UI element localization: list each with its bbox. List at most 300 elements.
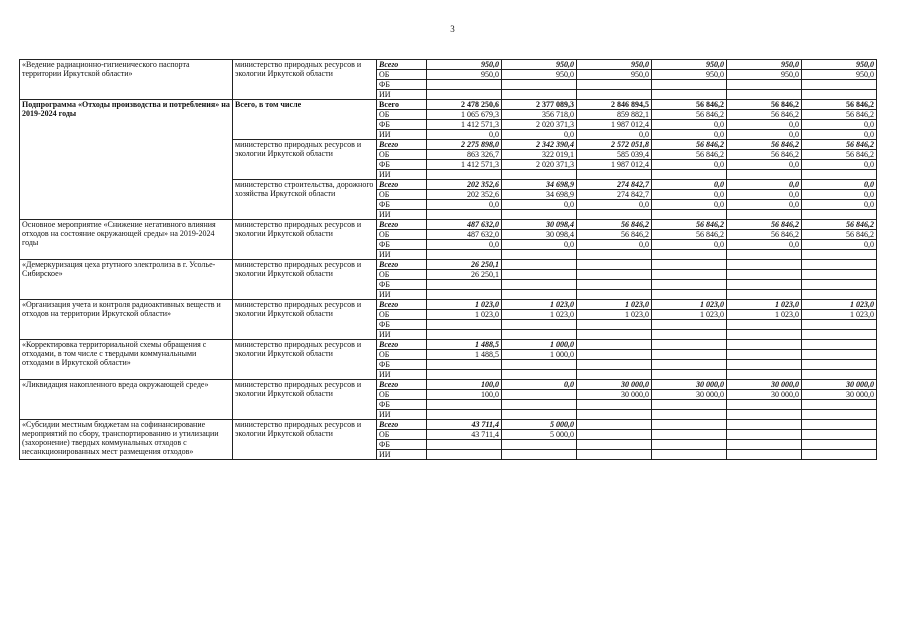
amount-cell: 30 098,4 [502,230,577,240]
amount-cell [577,340,652,350]
amount-cell: 0,0 [727,160,802,170]
amount-cell [727,280,802,290]
amount-cell [502,270,577,280]
table-row [20,340,877,350]
amount-cell [502,330,577,340]
amount-cell: 585 039,4 [577,150,652,160]
amount-cell [802,90,877,100]
amount-cell: 56 846,2 [577,220,652,230]
table-row [20,260,877,270]
amount-cell: 950,0 [577,60,652,70]
amount-cell [502,390,577,400]
amount-cell [727,290,802,300]
amount-cell: 202 352,6 [427,180,502,190]
amount-cell [802,420,877,430]
amount-cell [727,330,802,340]
funding-source-cell: ИИ [377,410,427,420]
amount-cell [802,450,877,460]
amount-cell: 0,0 [802,130,877,140]
amount-cell: 2 275 898,0 [427,140,502,150]
page-number: 3 [450,24,455,34]
amount-cell: 0,0 [427,240,502,250]
amount-cell: 950,0 [502,70,577,80]
amount-cell: 487 632,0 [427,230,502,240]
funding-source-cell: Всего [377,420,427,430]
funding-source-cell: Всего [377,180,427,190]
amount-cell: 0,0 [652,180,727,190]
amount-cell [652,290,727,300]
executor-cell: министерство природных ресурсов и экологии Иркутской области [233,420,377,460]
funding-source-cell: ИИ [377,250,427,260]
amount-cell [802,330,877,340]
amount-cell: 0,0 [577,200,652,210]
amount-cell: 950,0 [652,60,727,70]
amount-cell: 26 250,1 [427,270,502,280]
amount-cell: 0,0 [727,200,802,210]
amount-cell [577,250,652,260]
amount-cell [427,320,502,330]
amount-cell [502,410,577,420]
amount-cell: 5 000,0 [502,430,577,440]
funding-source-cell: ИИ [377,450,427,460]
amount-cell [727,420,802,430]
amount-cell: 322 019,1 [502,150,577,160]
amount-cell [502,260,577,270]
amount-cell [652,430,727,440]
amount-cell [577,90,652,100]
amount-cell [427,450,502,460]
amount-cell: 2 342 390,4 [502,140,577,150]
amount-cell [577,450,652,460]
amount-cell: 2 020 371,3 [502,160,577,170]
amount-cell [502,280,577,290]
amount-cell [577,440,652,450]
amount-cell: 950,0 [577,70,652,80]
amount-cell: 0,0 [427,130,502,140]
amount-cell: 0,0 [652,160,727,170]
amount-cell: 56 846,2 [727,230,802,240]
amount-cell: 56 846,2 [652,230,727,240]
funding-source-cell: Всего [377,60,427,70]
funding-source-cell: ФБ [377,360,427,370]
amount-cell: 863 326,7 [427,150,502,160]
executor-cell: министерство природных ресурсов и экологии Иркутской области [233,340,377,380]
program-name-cell: «Корректировка территориальной схемы обращения с отходами, в том числе с твердыми коммунальными отходами в Иркутской области» [20,340,233,380]
amount-cell: 30 000,0 [727,390,802,400]
budget-table [19,59,877,460]
amount-cell: 100,0 [427,390,502,400]
executor-cell: министерство природных ресурсов и экологии Иркутской области [233,260,377,300]
funding-source-cell: ОБ [377,150,427,160]
amount-cell: 1 023,0 [427,310,502,320]
amount-cell: 0,0 [502,130,577,140]
amount-cell [652,90,727,100]
amount-cell [802,430,877,440]
amount-cell [577,410,652,420]
amount-cell: 56 846,2 [652,220,727,230]
amount-cell: 1 023,0 [802,310,877,320]
amount-cell: 0,0 [802,120,877,130]
funding-source-cell: ИИ [377,170,427,180]
amount-cell [652,80,727,90]
amount-cell: 202 352,6 [427,190,502,200]
funding-source-cell: ИИ [377,90,427,100]
amount-cell: 56 846,2 [802,110,877,120]
amount-cell [502,80,577,90]
amount-cell [652,250,727,260]
amount-cell [427,90,502,100]
amount-cell [727,270,802,280]
amount-cell: 56 846,2 [727,220,802,230]
amount-cell: 0,0 [802,240,877,250]
funding-source-cell: ФБ [377,200,427,210]
amount-cell: 56 846,2 [802,230,877,240]
amount-cell [652,260,727,270]
amount-cell: 30 000,0 [727,380,802,390]
amount-cell [652,340,727,350]
executor-cell: министерство природных ресурсов и экологии Иркутской области [233,140,377,180]
amount-cell [427,440,502,450]
table-row [20,100,877,110]
amount-cell: 5 000,0 [502,420,577,430]
amount-cell [802,290,877,300]
amount-cell [802,410,877,420]
funding-source-cell: ОБ [377,270,427,280]
funding-source-cell: ИИ [377,130,427,140]
program-name-cell: «Организация учета и контроля радиоактивных веществ и отходов на территории Иркутской области» [20,300,233,340]
amount-cell [427,330,502,340]
amount-cell [802,280,877,290]
amount-cell: 1 000,0 [502,340,577,350]
amount-cell: 274 842,7 [577,190,652,200]
amount-cell [427,280,502,290]
funding-source-cell: ФБ [377,160,427,170]
amount-cell: 1 023,0 [427,300,502,310]
funding-source-cell: Всего [377,300,427,310]
funding-source-cell: ОБ [377,430,427,440]
program-name-cell: Основное мероприятие «Снижение негативного влияния отходов на состояние окружающей среды» на 2019-2024 годы [20,220,233,260]
executor-cell: министерство природных ресурсов и экологии Иркутской области [233,380,377,420]
amount-cell [727,400,802,410]
amount-cell [652,350,727,360]
executor-cell: министерство природных ресурсов и экологии Иркутской области [233,220,377,260]
funding-source-cell: ОБ [377,310,427,320]
amount-cell [427,400,502,410]
amount-cell: 2 846 894,5 [577,100,652,110]
amount-cell: 950,0 [427,70,502,80]
amount-cell: 56 846,2 [727,150,802,160]
funding-source-cell: ИИ [377,330,427,340]
amount-cell [802,400,877,410]
amount-cell [727,210,802,220]
amount-cell [652,420,727,430]
funding-source-cell: ОБ [377,190,427,200]
funding-source-cell: ИИ [377,290,427,300]
amount-cell [577,210,652,220]
amount-cell [577,320,652,330]
amount-cell [802,320,877,330]
amount-cell: 1 023,0 [727,300,802,310]
amount-cell [802,370,877,380]
amount-cell: 950,0 [502,60,577,70]
amount-cell: 0,0 [502,240,577,250]
amount-cell [652,370,727,380]
amount-cell: 30 000,0 [577,380,652,390]
amount-cell: 0,0 [652,240,727,250]
amount-cell [577,80,652,90]
amount-cell: 0,0 [727,130,802,140]
amount-cell [652,170,727,180]
amount-cell [802,250,877,260]
amount-cell [802,80,877,90]
amount-cell: 30 000,0 [802,390,877,400]
funding-source-cell: ОБ [377,390,427,400]
amount-cell: 56 846,2 [652,100,727,110]
amount-cell [802,170,877,180]
amount-cell [427,410,502,420]
amount-cell [802,210,877,220]
table-row [20,300,877,310]
amount-cell: 1 023,0 [502,310,577,320]
amount-cell [502,290,577,300]
amount-cell: 56 846,2 [802,140,877,150]
amount-cell [652,410,727,420]
amount-cell [577,260,652,270]
amount-cell: 0,0 [802,180,877,190]
amount-cell [502,170,577,180]
program-name-cell: «Ликвидация накопленного вреда окружающей среде» [20,380,233,420]
amount-cell [727,80,802,90]
amount-cell: 274 842,7 [577,180,652,190]
amount-cell [727,430,802,440]
amount-cell: 0,0 [502,380,577,390]
amount-cell: 0,0 [652,190,727,200]
amount-cell [802,260,877,270]
amount-cell: 950,0 [727,60,802,70]
amount-cell [727,90,802,100]
amount-cell [577,430,652,440]
table-row [20,220,877,230]
amount-cell [502,440,577,450]
amount-cell: 1 412 571,3 [427,120,502,130]
amount-cell [502,360,577,370]
amount-cell: 1 023,0 [577,310,652,320]
funding-source-cell: ФБ [377,320,427,330]
amount-cell: 356 718,0 [502,110,577,120]
amount-cell: 30 000,0 [577,390,652,400]
amount-cell [802,340,877,350]
amount-cell: 1 023,0 [577,300,652,310]
amount-cell: 950,0 [652,70,727,80]
amount-cell [502,250,577,260]
amount-cell [727,410,802,420]
amount-cell: 56 846,2 [727,110,802,120]
amount-cell: 0,0 [802,190,877,200]
amount-cell: 0,0 [802,200,877,210]
amount-cell: 0,0 [652,200,727,210]
amount-cell: 56 846,2 [577,230,652,240]
program-name-cell: Подпрограмма «Отходы производства и потребления» на 2019-2024 годы [20,100,233,220]
amount-cell: 1 412 571,3 [427,160,502,170]
amount-cell [427,250,502,260]
amount-cell: 34 698,9 [502,190,577,200]
amount-cell [427,360,502,370]
amount-cell: 0,0 [727,190,802,200]
amount-cell [802,360,877,370]
program-name-cell: «Ведение радиационно-гигиенического паспорта территории Иркутской области» [20,60,233,100]
amount-cell: 2 020 371,3 [502,120,577,130]
amount-cell [802,440,877,450]
amount-cell [652,440,727,450]
amount-cell [727,170,802,180]
amount-cell: 2 478 250,6 [427,100,502,110]
amount-cell: 950,0 [727,70,802,80]
amount-cell [577,290,652,300]
amount-cell: 2 572 051,8 [577,140,652,150]
amount-cell [727,320,802,330]
funding-source-cell: ОБ [377,70,427,80]
amount-cell [577,330,652,340]
amount-cell: 950,0 [802,70,877,80]
amount-cell [577,400,652,410]
amount-cell [727,370,802,380]
amount-cell [652,360,727,370]
amount-cell: 859 882,1 [577,110,652,120]
amount-cell [427,80,502,90]
amount-cell: 56 846,2 [652,150,727,160]
amount-cell: 43 711,4 [427,430,502,440]
amount-cell [427,290,502,300]
amount-cell: 0,0 [727,180,802,190]
amount-cell: 34 698,9 [502,180,577,190]
amount-cell [727,350,802,360]
funding-source-cell: ОБ [377,350,427,360]
amount-cell [652,320,727,330]
executor-cell: министерство строительства, дорожного хозяйства Иркутской области [233,180,377,220]
funding-source-cell: Всего [377,220,427,230]
amount-cell: 56 846,2 [727,140,802,150]
amount-cell: 950,0 [427,60,502,70]
program-name-cell: «Субсидии местным бюджетам на софинансирование мероприятий по сбору, транспортированию и утилизации (захоронение) твердых коммунальных отходов с несанкционированных мест размещения отходов» [20,420,233,460]
amount-cell [727,250,802,260]
amount-cell [427,170,502,180]
amount-cell [802,350,877,360]
amount-cell: 30 000,0 [652,390,727,400]
amount-cell: 1 023,0 [802,300,877,310]
funding-source-cell: ФБ [377,280,427,290]
amount-cell: 56 846,2 [727,100,802,110]
amount-cell [577,350,652,360]
amount-cell [652,210,727,220]
amount-cell: 30 000,0 [652,380,727,390]
amount-cell [502,210,577,220]
funding-source-cell: ФБ [377,440,427,450]
amount-cell: 26 250,1 [427,260,502,270]
amount-cell [427,370,502,380]
funding-source-cell: ФБ [377,80,427,90]
amount-cell: 56 846,2 [802,100,877,110]
amount-cell [652,330,727,340]
amount-cell [652,270,727,280]
amount-cell [652,400,727,410]
program-name-cell: «Демеркуризация цеха ртутного электролиза в г. Усолье-Сибирское» [20,260,233,300]
amount-cell: 100,0 [427,380,502,390]
amount-cell: 0,0 [727,240,802,250]
amount-cell [577,280,652,290]
amount-cell [727,360,802,370]
amount-cell [577,270,652,280]
amount-cell [577,170,652,180]
funding-source-cell: ФБ [377,400,427,410]
funding-source-cell: Всего [377,380,427,390]
table-row [20,60,877,70]
amount-cell [502,400,577,410]
funding-source-cell: Всего [377,140,427,150]
amount-cell: 1 065 679,3 [427,110,502,120]
amount-cell [727,260,802,270]
amount-cell: 1 488,5 [427,350,502,360]
amount-cell [577,360,652,370]
amount-cell: 1 023,0 [652,300,727,310]
amount-cell: 0,0 [652,120,727,130]
amount-cell [577,370,652,380]
amount-cell [652,450,727,460]
amount-cell: 487 632,0 [427,220,502,230]
amount-cell: 1 987 012,4 [577,120,652,130]
funding-source-cell: ИИ [377,210,427,220]
amount-cell: 0,0 [502,200,577,210]
amount-cell [427,210,502,220]
amount-cell [727,340,802,350]
amount-cell: 1 488,5 [427,340,502,350]
executor-cell: Всего, в том числе [233,100,377,140]
amount-cell: 1 000,0 [502,350,577,360]
amount-cell: 0,0 [427,200,502,210]
table-row [20,380,877,390]
amount-cell: 1 023,0 [652,310,727,320]
funding-source-cell: ФБ [377,120,427,130]
amount-cell: 0,0 [727,120,802,130]
funding-source-cell: Всего [377,260,427,270]
executor-cell: министерство природных ресурсов и экологии Иркутской области [233,60,377,100]
amount-cell: 2 377 089,3 [502,100,577,110]
table-row [20,420,877,430]
amount-cell: 1 023,0 [502,300,577,310]
funding-source-cell: ОБ [377,110,427,120]
amount-cell: 0,0 [802,160,877,170]
amount-cell: 30 098,4 [502,220,577,230]
amount-cell: 56 846,2 [802,150,877,160]
amount-cell [502,370,577,380]
amount-cell: 0,0 [577,240,652,250]
amount-cell [727,440,802,450]
amount-cell: 1 023,0 [727,310,802,320]
amount-cell: 56 846,2 [652,110,727,120]
amount-cell: 1 987 012,4 [577,160,652,170]
funding-source-cell: ФБ [377,240,427,250]
amount-cell [502,450,577,460]
amount-cell: 56 846,2 [652,140,727,150]
amount-cell [727,450,802,460]
amount-cell [652,280,727,290]
amount-cell [502,320,577,330]
amount-cell: 30 000,0 [802,380,877,390]
funding-source-cell: Всего [377,340,427,350]
amount-cell: 43 711,4 [427,420,502,430]
amount-cell [802,270,877,280]
funding-source-cell: Всего [377,100,427,110]
funding-source-cell: ОБ [377,230,427,240]
